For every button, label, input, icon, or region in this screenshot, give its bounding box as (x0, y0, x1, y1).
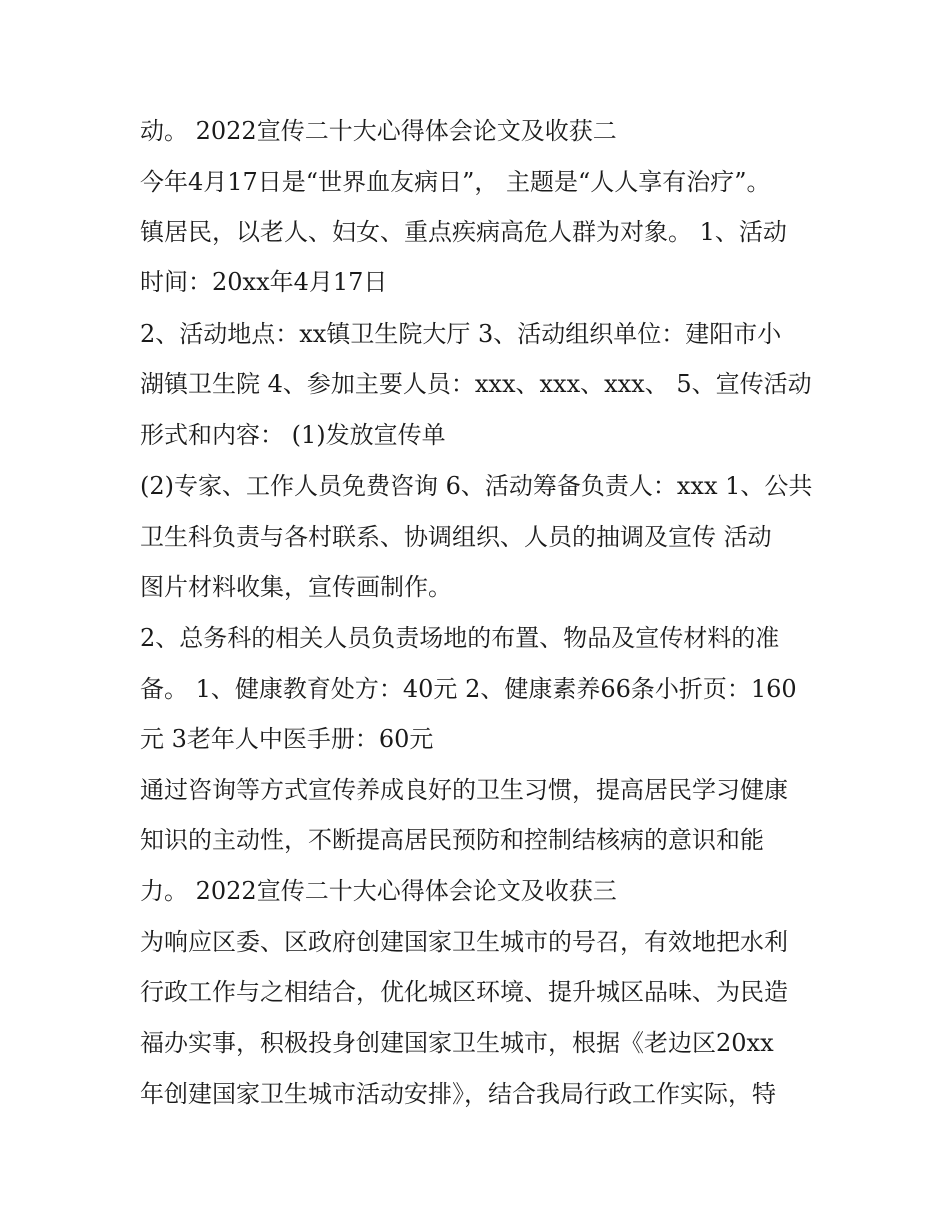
text-line: 2、总务科的相关人员负责场地的布置、物品及宣传材料的准 (140, 624, 780, 652)
text-line: 备。 1、健康教育处方：40元 2、健康素养66条小折页：160 (140, 675, 797, 703)
text-line: 福办实事，积极投身创建国家卫生城市，根据《老边区20xx (140, 1029, 774, 1057)
text-line: 元 3老年人中医手册：60元 (140, 725, 434, 753)
text-line: 今年4月17日是“世界血友病日”， 主题是“人人享有治疗”。 (140, 168, 771, 196)
text-line: 形式和内容： (1)发放宣传单 (140, 421, 446, 449)
text-line: 知识的主动性，不断提高居民预防和控制结核病的意识和能 (140, 826, 764, 854)
text-line: 镇居民，以老人、妇女、重点疾病高危人群为对象。 1、活动 (140, 218, 787, 246)
text-line: 通过咨询等方式宣传养成良好的卫生习惯，提高居民学习健康 (140, 776, 788, 804)
text-line: 图片材料收集，宣传画制作。 (140, 573, 452, 601)
text-line: 为响应区委、区政府创建国家卫生城市的号召，有效地把水利 (140, 928, 788, 956)
text-line: 卫生科负责与各村联系、协调组织、人员的抽调及宣传 活动 (140, 523, 772, 551)
text-line: 湖镇卫生院 4、参加主要人员：xxx、xxx、xxx、 5、宣传活动 (140, 370, 812, 398)
text-line: 动。 2022宣传二十大心得体会论文及收获二 (140, 117, 617, 145)
text-line: 时间：20xx年4月17日 (140, 268, 388, 296)
text-line: 行政工作与之相结合，优化城区环境、提升城区品味、为民造 (140, 978, 788, 1006)
text-line: 力。 2022宣传二十大心得体会论文及收获三 (140, 877, 617, 905)
text-line: (2)专家、工作人员免费咨询 6、活动筹备负责人：xxx 1、公共 (140, 472, 813, 500)
text-line: 年创建国家卫生城市活动安排》，结合我局行政工作实际，特 (140, 1080, 776, 1108)
text-line: 2、活动地点：xx镇卫生院大厅 3、活动组织单位：建阳市小 (140, 320, 782, 348)
